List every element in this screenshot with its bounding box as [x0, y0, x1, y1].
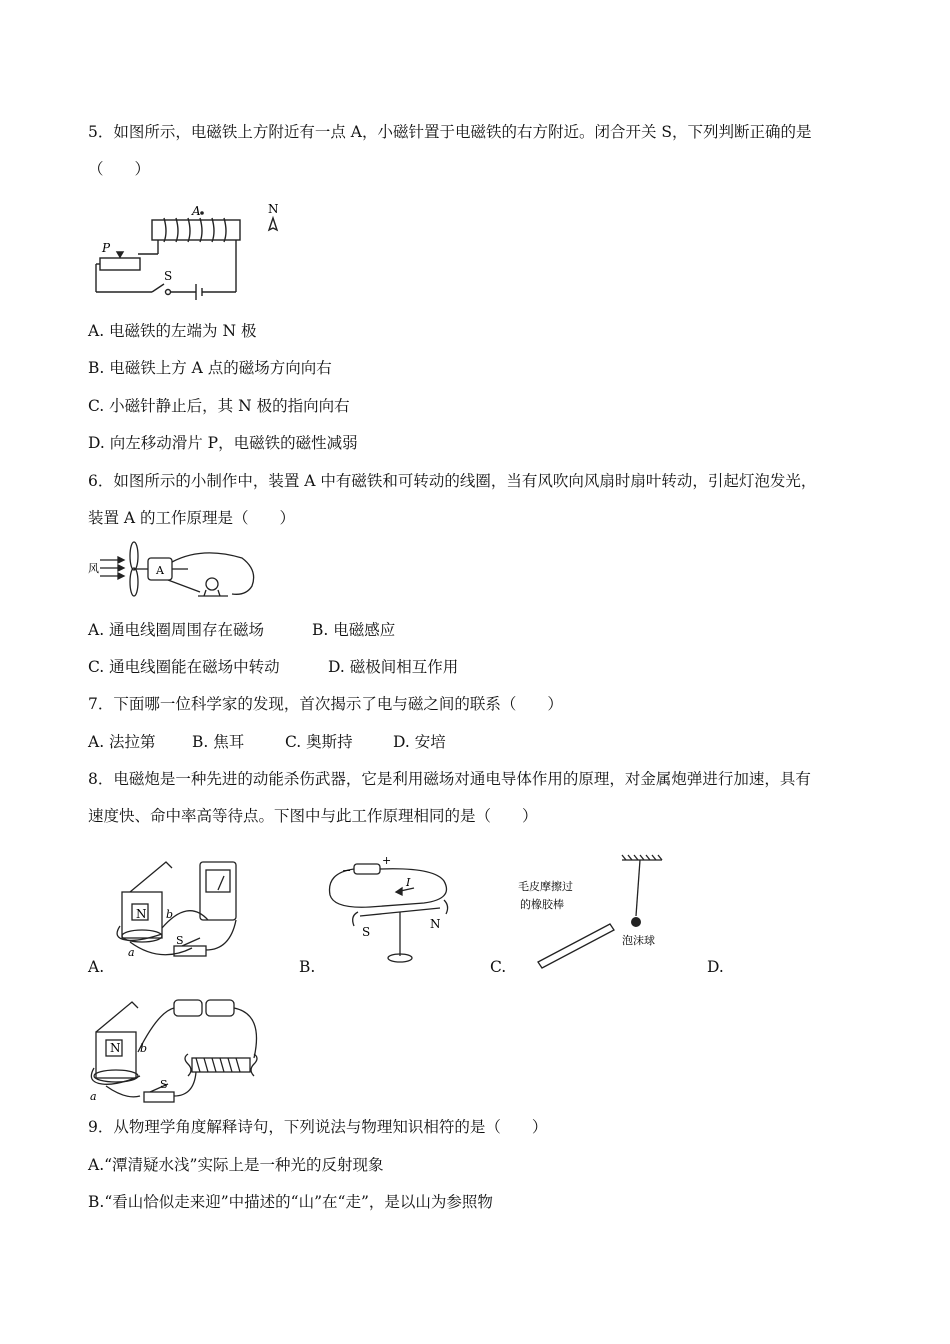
q8-figd-label-a: a: [90, 1090, 97, 1103]
q8-figa-label-n: N: [136, 907, 147, 921]
q5-option-d: D. 向左移动滑片 P，电磁铁的磁性减弱: [88, 434, 358, 452]
q7-option-c: C. 奥斯持: [285, 733, 353, 751]
q8-figa-label-b: b: [166, 908, 174, 921]
q5-fig-label-n: N: [268, 202, 279, 216]
q8-figb-label-i: I: [406, 876, 411, 889]
q8-figa-label-a: a: [128, 946, 135, 959]
q8-figc-rod-label-2: 的橡胶棒: [520, 898, 564, 911]
q8-figc-rod-label-1: 毛皮摩擦过: [518, 880, 573, 893]
q5-electromagnet-figure: [88, 200, 288, 300]
q6-wind-generator-figure: [88, 540, 308, 604]
q8-figd-label-n: N: [110, 1041, 121, 1055]
q5-fig-label-s: S: [164, 269, 173, 283]
q5-stem-line1: 5．如图所示，电磁铁上方附近有一点 A，小磁针置于电磁铁的右方附近。闭合开关 S，下列判断正确的是: [88, 123, 812, 141]
q7-option-d: D. 安培: [393, 733, 446, 751]
q5-fig-label-p: P: [102, 241, 111, 255]
q8-stem-line2: 速度快、命中率高等待点。下图中与此工作原理相同的是（ ）: [88, 807, 538, 825]
q9-stem: 9．从物理学角度解释诗句，下列说法与物理知识相符的是（ ）: [88, 1118, 548, 1136]
q5-option-b: B. 电磁铁上方 A 点的磁场方向向右: [88, 359, 332, 377]
q8-figb-label-n: N: [430, 917, 441, 931]
q8-figa-label-s: S: [176, 934, 184, 947]
q9-option-b: B.“看山恰似走来迎”中描述的“山”在“走”，是以山为参照物: [88, 1193, 493, 1211]
q5-option-c: C. 小磁针静止后，其 N 极的指向向右: [88, 397, 350, 415]
q8-figd-label-b: b: [140, 1042, 148, 1055]
q8-figc-ball-label: 泡沫球: [622, 934, 655, 947]
q5-fig-label-a: A: [192, 204, 201, 218]
q7-option-b: B. 焦耳: [192, 733, 245, 751]
q8-figb-label-minus: −: [342, 864, 352, 877]
q5-stem-line2: （ ）: [88, 160, 151, 178]
q5-option-a: A. 电磁铁的左端为 N 极: [88, 322, 257, 340]
q6-option-c: C. 通电线圈能在磁场中转动: [88, 658, 280, 676]
q8-figb-label-plus: +: [382, 854, 392, 867]
q6-stem-line2: 装置 A 的工作原理是（ ）: [88, 509, 296, 527]
q6-fig-label-wind: 风: [88, 562, 99, 575]
q6-stem-line1: 6．如图所示的小制作中，装置 A 中有磁铁和可转动的线圈，当有风吹向风扇时扇叶转动，引起灯泡发光，: [88, 472, 817, 490]
q7-stem: 7．下面哪一位科学家的发现，首次揭示了电与磁之间的联系（ ）: [88, 695, 563, 713]
q8-option-label-b: B.: [299, 958, 316, 976]
q8-option-label-d: D.: [707, 958, 724, 976]
q8-figd-label-s: S: [160, 1078, 168, 1091]
q8-stem-line1: 8．电磁炮是一种先进的动能杀伤武器，它是利用磁场对通电导体作用的原理，对金属炮弹进行加速，具有: [88, 770, 811, 788]
q8-figure-b: [320, 852, 470, 970]
q8-option-label-c: C.: [490, 958, 507, 976]
q6-fig-label-a: A: [156, 564, 164, 577]
q6-option-a: A. 通电线圈周围存在磁场: [88, 621, 265, 639]
q9-option-a: A.“潭清疑水浅”实际上是一种光的反射现象: [88, 1156, 384, 1174]
q8-figure-a: [112, 852, 252, 962]
q8-option-label-a: A.: [88, 958, 105, 976]
q7-option-a: A. 法拉第: [88, 733, 156, 751]
q8-figb-label-s: S: [362, 925, 371, 939]
q8-figure-c: [512, 852, 682, 970]
q6-option-d: D. 磁极间相互作用: [328, 658, 459, 676]
q8-figure-d: [88, 996, 270, 1106]
q6-option-b: B. 电磁感应: [312, 621, 396, 639]
